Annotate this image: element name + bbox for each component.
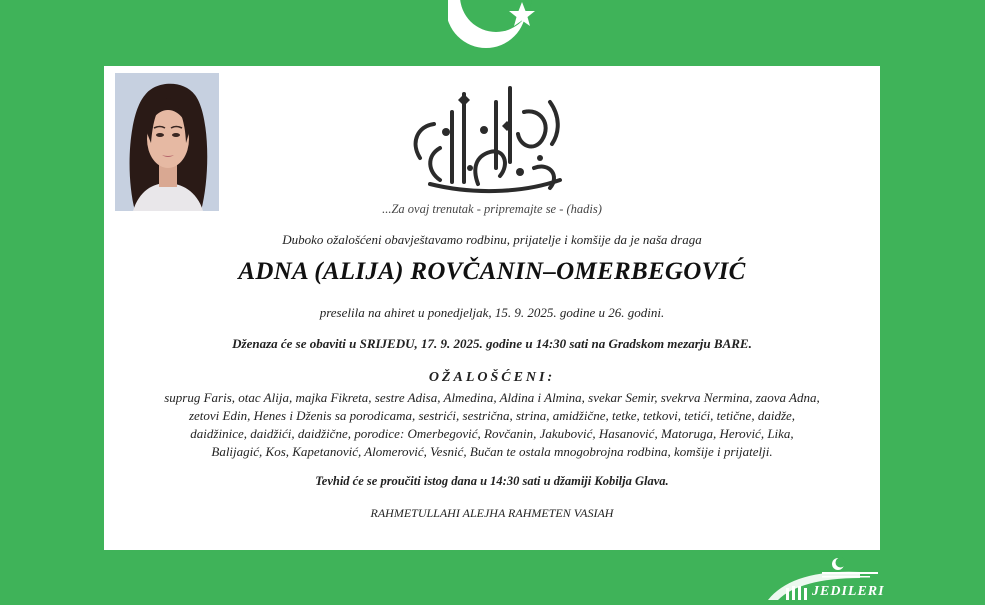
mourners-line: suprug Faris, otac Alija, majka Fikreta, sestre Adisa, Almedina, Aldina i Almina, svekar Semir, svekrva Nermina, zaova Adna,	[164, 390, 820, 405]
mourners-line: daidžinice, daidžići, daidžične, porodice: Omerbegović, Rovčanin, Jakubović, Hasanović, Matoruga, Herović, Lika,	[190, 426, 794, 441]
closing-prayer: RAHMETULLAHI ALEJHA RAHMETEN VASIAH	[370, 506, 614, 520]
tevhid-info: Tevhid će se proučiti istog dana u 14:30 sati u džamiji Kobilja Glava.	[315, 474, 669, 488]
crescent-star-icon	[448, 0, 548, 58]
death-notice: preselila na ahiret u ponedjeljak, 15. 9. 2025. godine u 26. godini.	[319, 305, 665, 320]
portrait-photo	[115, 73, 219, 211]
logo-text: JEDILERI	[812, 584, 885, 599]
intro-text: Duboko ožalošćeni obavještavamo rodbinu, prijatelje i komšije da je naša draga	[282, 232, 702, 247]
hadith-quote: ...Za ovaj trenutak - pripremajte se - (hadis)	[382, 202, 602, 216]
islamic-community-logo	[764, 556, 884, 600]
mourners-heading: OŽALOŠĆENI:	[428, 370, 556, 385]
mourners-list	[132, 389, 852, 461]
funeral-info: Dženaza će se obaviti u SRIJEDU, 17. 9. 2025. godine u 14:30 sati na Gradskom mezarju BARE.	[232, 336, 752, 351]
deceased-name: ADNA (ALIJA) ROVČANIN–OMERBEGOVIĆ	[238, 258, 746, 285]
mourners-line: Balijagić, Kos, Kapetanović, Alomerović, Vesnić, Bučan te ostala mnogobrojna rodbina, komšije i prijatelji.	[211, 444, 773, 459]
obituary-card	[104, 66, 880, 550]
arabic-calligraphy-icon	[400, 72, 580, 200]
mourners-line: zetovi Edin, Henes i Dženis sa porodicama, sestrići, sestrična, strina, amidžične, tetke, tetkovi, tetići, tetične, daidže,	[188, 408, 796, 423]
